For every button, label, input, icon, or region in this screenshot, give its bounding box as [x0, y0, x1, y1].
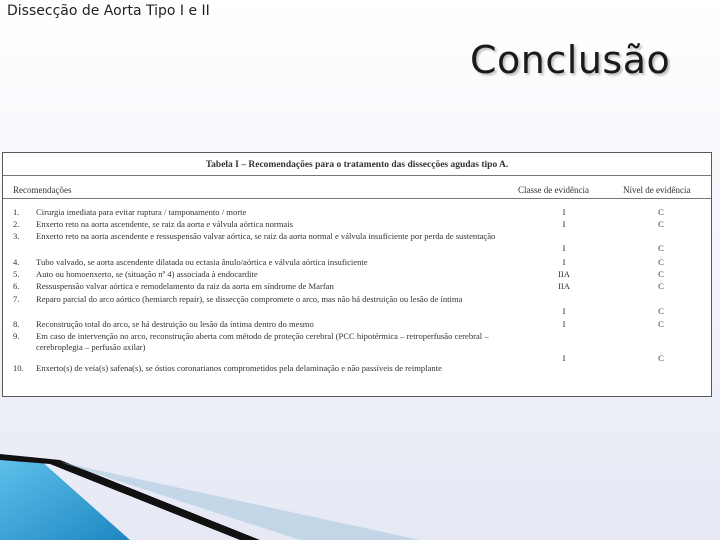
- table-caption: Tabela I – Recomendações para o tratamento das dissecções agudas tipo A.: [3, 153, 711, 176]
- row-class: IIA: [558, 281, 570, 291]
- row-class: IIA: [558, 269, 570, 279]
- row-number: 7.: [13, 294, 20, 304]
- row-class: I: [562, 257, 566, 267]
- row-number: 5.: [13, 269, 20, 279]
- row-class: I: [562, 219, 566, 229]
- row-level: C: [658, 243, 664, 253]
- row-level: C: [658, 281, 664, 291]
- row-text: Tubo valvado, se aorta ascendente dilatada ou ectasia ânulo/aórtica e válvula aórtica insuficiente: [36, 257, 368, 267]
- row-text: Reconstrução total do arco, se há destruição ou lesão da íntima dentro do mesmo: [36, 319, 314, 329]
- row-level: C: [658, 257, 664, 267]
- row-number: 4.: [13, 257, 20, 267]
- row-number: 6.: [13, 281, 20, 291]
- row-level: C: [658, 353, 664, 363]
- row-text: Reparo parcial do arco aórtico (hemiarch repair), se dissecção compromete o arco, mas não há destruição ou lesão de íntima: [36, 294, 463, 304]
- row-level: C: [658, 306, 664, 316]
- row-text: Enxerto reto na aorta ascendente, se raiz da aorta e válvula aórtica normais: [36, 219, 293, 229]
- recommendations-table: [2, 152, 712, 397]
- slide-top-title: Dissecção de Aorta Tipo I e II: [7, 3, 210, 19]
- row-level: C: [658, 269, 664, 279]
- ribbon-blue-shape: [0, 458, 130, 540]
- header-classe: Classe de evidência: [518, 185, 589, 195]
- row-level: C: [658, 207, 664, 217]
- row-number: 2.: [13, 219, 20, 229]
- row-class: I: [562, 243, 566, 253]
- table-header-row: [3, 176, 711, 199]
- row-class: I: [562, 319, 566, 329]
- row-number: 8.: [13, 319, 20, 329]
- row-number: 3.: [13, 231, 20, 241]
- slide-heading: Conclusão: [470, 38, 671, 82]
- row-number: 1.: [13, 207, 20, 217]
- row-number: 9.: [13, 331, 20, 341]
- row-level: C: [658, 319, 664, 329]
- row-text: Em caso de intervenção no arco, reconstrução aberta com método de proteção cerebral (PCC hipotérmica – retroperfusão cerebral – cerebroplegia – perfusão axilar): [36, 331, 489, 352]
- row-class: I: [562, 207, 566, 217]
- row-class: I: [562, 353, 566, 363]
- row-text: Cirurgia imediata para evitar ruptura / tamponamento / morte: [36, 207, 247, 217]
- decorative-ribbon: [0, 440, 720, 540]
- header-recomendacoes: Recomendações: [13, 185, 72, 195]
- header-nivel: Nível de evidência: [623, 185, 691, 195]
- row-text: Auto ou homoenxerto, se (situação nº 4) associada à endocardite: [36, 269, 258, 279]
- row-text: Enxerto(s) de veia(s) safena(s), se óstios coronarianos comprometidos pela delaminação e não passíveis de reimplante: [36, 363, 442, 373]
- row-text: Ressuspensão valvar aórtica e remodelamento da raiz da aorta em síndrome de Marfan: [36, 281, 334, 291]
- row-number: 10.: [13, 363, 24, 373]
- row-class: I: [562, 306, 566, 316]
- row-text: Enxerto reto na aorta ascendente e ressuspensão valvar aórtica, se raiz da aorta normal e válvula insuficiente por perda de sustentação: [36, 231, 496, 241]
- row-level: C: [658, 219, 664, 229]
